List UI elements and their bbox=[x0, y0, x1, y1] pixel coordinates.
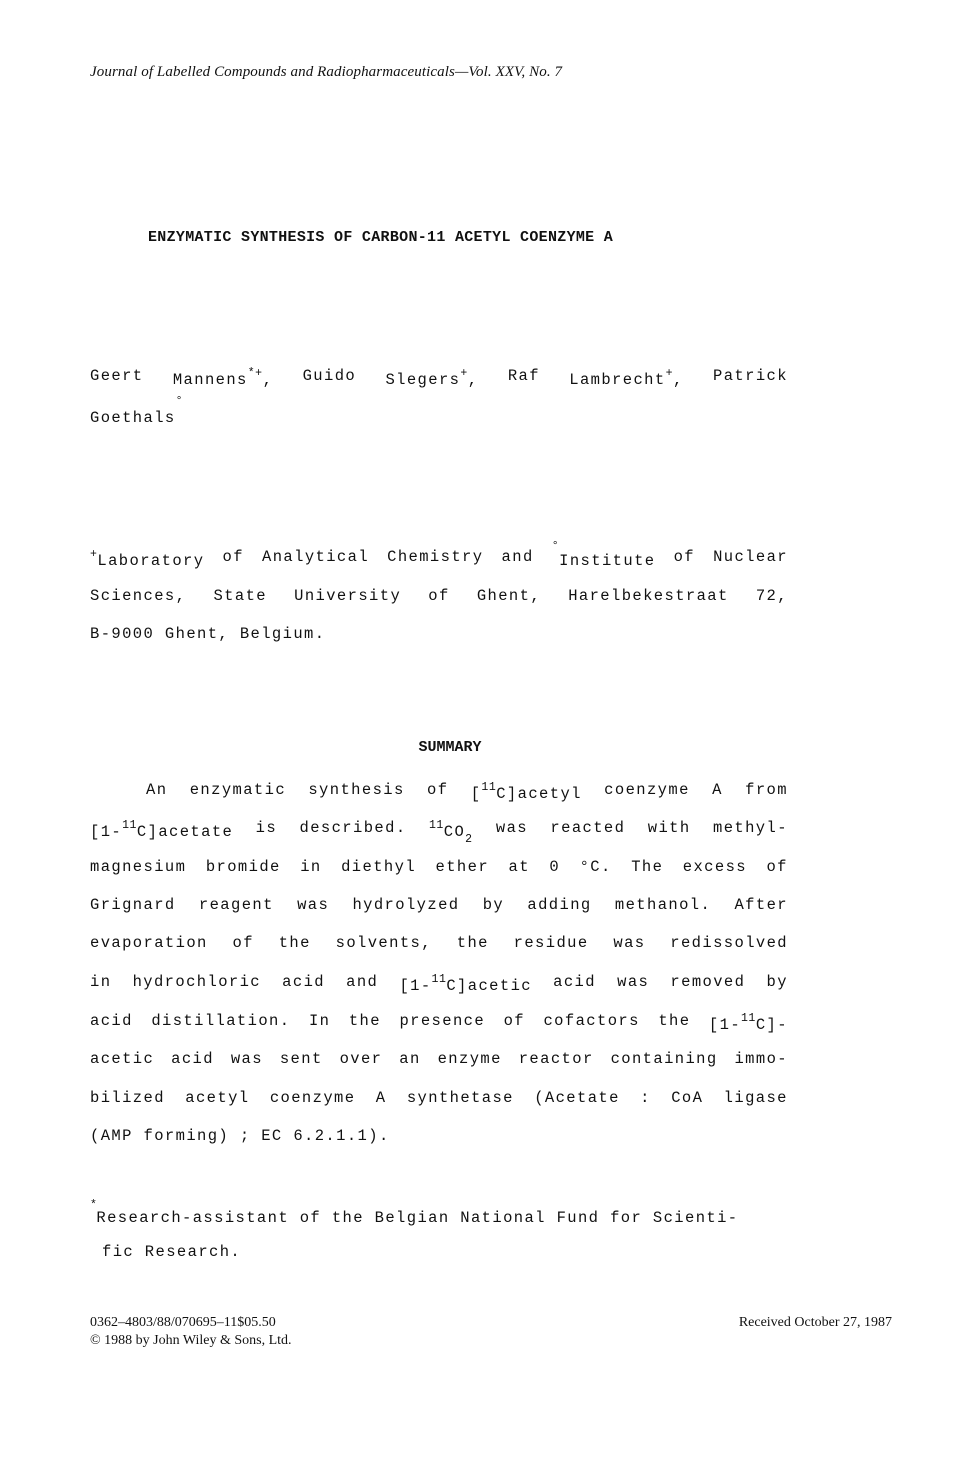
summary-line-9: bilized acetyl coenzyme A synthetase (Acetate : CoA ligase bbox=[90, 1089, 788, 1107]
author-3-surname: Lambrecht+, bbox=[569, 367, 684, 390]
footnote-star-mark: * bbox=[90, 1199, 98, 1212]
affil-degree-mark: ° bbox=[551, 540, 560, 553]
authors-line-2 bbox=[90, 395, 788, 428]
footnote-line-1: *Research-assistant of the Belgian National Fund for Scienti- bbox=[90, 1199, 739, 1228]
author-3-affil-mark: + bbox=[665, 367, 673, 380]
author-4: Patrick bbox=[713, 367, 788, 385]
paper-title: ENZYMATIC SYNTHESIS OF CARBON-11 ACETYL COENZYME A bbox=[148, 229, 614, 246]
author-1: Geert bbox=[90, 367, 144, 385]
summary-line-10: (AMP forming) ; EC 6.2.1.1). bbox=[90, 1127, 390, 1145]
author-4-affil-mark: ° bbox=[175, 395, 184, 408]
summary-line-1: An enzymatic synthesis of [$^{11}$C]acetyl coenzyme A from bbox=[146, 781, 788, 804]
copyright: © 1988 by John Wiley & Sons, Ltd. bbox=[90, 1333, 292, 1348]
footer-code-block bbox=[90, 1314, 292, 1350]
affiliation-line-3: B-9000 Ghent, Belgium. bbox=[90, 625, 326, 643]
summary-line-6: in hydrochloric acid and [1-$^{11}$C]acetic acid was removed by bbox=[90, 973, 788, 996]
summary-heading: SUMMARY bbox=[418, 739, 482, 756]
summary-line-5: evaporation of the solvents, the residue was redissolved bbox=[90, 934, 788, 952]
received-date: Received October 27, 1987 bbox=[738, 1315, 892, 1330]
authors-line-1 bbox=[90, 365, 788, 390]
summary-line-7: acid distillation. In the presence of cofactors the [1-$^{11}$C]- bbox=[90, 1012, 788, 1035]
author-1-affil-mark: *+ bbox=[247, 367, 263, 380]
summary-line-3: magnesium bromide in diethyl ether at 0 °C. The excess of bbox=[90, 858, 788, 876]
affiliation-line-2: Sciences, State University of Ghent, Harelbekestraat 72, bbox=[90, 587, 788, 605]
summary-line-4: Grignard reagent was hydrolyzed by adding methanol. After bbox=[90, 896, 788, 914]
summary-line-8: acetic acid was sent over an enzyme reactor containing immo- bbox=[90, 1050, 788, 1068]
footnote-line-2: fic Research. bbox=[102, 1243, 242, 1261]
affiliation-line-1: +Laboratory of Analytical Chemistry and °Institute of Nuclear bbox=[90, 540, 788, 571]
journal-header: Journal of Labelled Compounds and Radiopharmaceuticals—Vol. XXV, No. 7 bbox=[90, 64, 563, 80]
summary-line-2: [1-$^{11}$C]acetate is described. $^{11}CO_2$ was reacted with methyl- bbox=[90, 819, 788, 847]
author-3: Raf bbox=[507, 367, 540, 385]
author-4-surname: Goethals bbox=[90, 409, 176, 428]
affil-plus-mark: + bbox=[90, 548, 98, 561]
author-2-surname: Slegers+, bbox=[385, 367, 479, 390]
author-2: Guido bbox=[302, 367, 357, 385]
author-2-affil-mark: + bbox=[460, 367, 468, 380]
author-1-surname: Mannens*+, bbox=[172, 367, 274, 390]
article-code: 0362–4803/88/070695–11$05.50 bbox=[90, 1315, 276, 1330]
